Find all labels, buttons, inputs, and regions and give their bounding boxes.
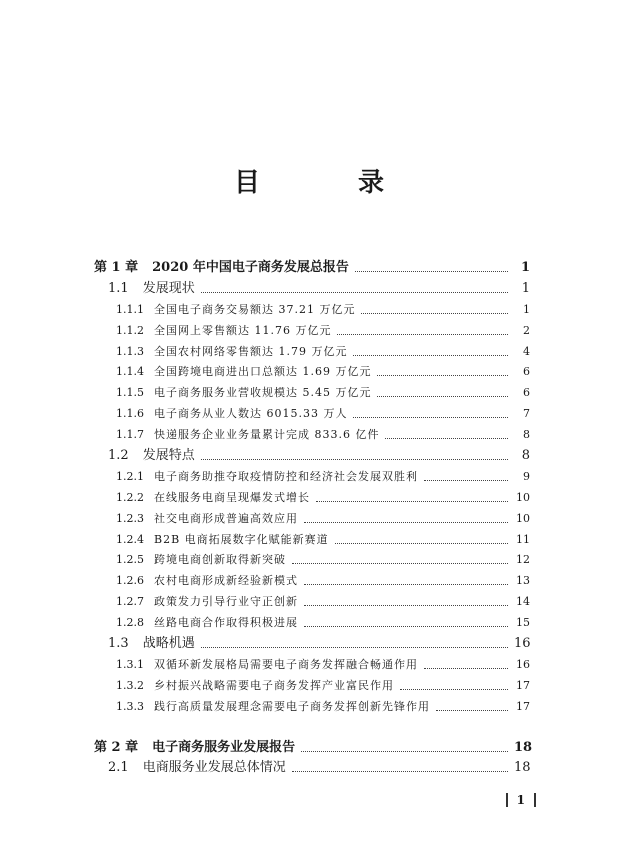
toc-entry-number: 1.3.3	[116, 699, 144, 713]
toc-leader-dots	[337, 334, 508, 335]
toc-entry-number: 1.1.6	[116, 407, 144, 421]
toc-entry-title: 电子商务从业人数达 6015.33 万人	[154, 407, 348, 421]
toc-entry-title: 战略机遇	[142, 636, 195, 652]
toc-entry-number: 1.2.7	[116, 595, 144, 609]
toc-entry-page: 16	[516, 657, 530, 671]
toc-entry-number: 1.2	[108, 448, 129, 464]
toc-entry-sub[interactable]	[94, 613, 530, 634]
toc-entry-title: 在线服务电商呈现爆发式增长	[154, 490, 310, 504]
toc-entry-number: 1.2.8	[116, 616, 144, 630]
toc-entry-page: 8	[521, 448, 530, 464]
toc-entry-title: 电子商务服务业发展报告	[152, 739, 296, 755]
toc-entry-sub[interactable]	[94, 697, 530, 718]
toc-entry-title: 乡村振兴战略需要电子商务发挥产业富民作用	[154, 678, 394, 692]
toc-entry-page: 18	[514, 739, 533, 755]
chapter-gap	[94, 718, 530, 738]
toc-leader-dots	[385, 438, 508, 439]
toc-entry-page: 17	[516, 678, 530, 692]
toc-entry-chapter[interactable]	[94, 258, 530, 279]
toc-entry-title: 全国电子商务交易额达 37.21 万亿元	[154, 302, 356, 316]
toc-entry-title: 电商服务业发展总体情况	[142, 760, 286, 776]
toc-entry-number: 1.2.5	[116, 553, 144, 567]
toc-leader-dots	[304, 522, 508, 523]
toc-entry-sub[interactable]	[94, 425, 530, 446]
toc-entry-page: 18	[514, 760, 531, 776]
toc-entry-number: 第 2 章	[94, 739, 139, 755]
toc-entry-page: 2	[523, 323, 530, 337]
toc-entry-section[interactable]	[94, 758, 530, 779]
toc-leader-dots	[424, 668, 508, 669]
toc-entry-number: 1.2.4	[116, 532, 144, 546]
toc-entry-sub[interactable]	[94, 509, 530, 530]
toc-entry-sub[interactable]	[94, 676, 530, 697]
toc-entry-number: 1.1.3	[116, 344, 144, 358]
toc-entry-page: 1	[523, 302, 530, 316]
toc-leader-dots	[400, 689, 508, 690]
toc-entry-page: 4	[523, 344, 530, 358]
toc-entry-number: 1.1.1	[116, 302, 144, 316]
toc-leader-dots	[353, 355, 508, 356]
toc-entry-title: 2020 年中国电子商务发展总报告	[152, 260, 349, 275]
toc-entry-title: 全国网上零售额达 11.76 万亿元	[154, 323, 332, 337]
toc-entry-number: 1.2.6	[116, 574, 144, 588]
toc-entry-page: 11	[516, 532, 530, 546]
toc-leader-dots	[355, 271, 508, 272]
toc-leader-dots	[353, 417, 508, 418]
toc-entry-page: 8	[523, 428, 530, 442]
toc-entry-page: 9	[523, 469, 530, 483]
toc-leader-dots	[361, 313, 508, 314]
toc-entry-title: 快递服务企业业务量累计完成 833.6 亿件	[154, 428, 380, 442]
toc-leader-dots	[292, 771, 508, 772]
toc-entry-sub[interactable]	[94, 592, 530, 613]
toc-entry-sub[interactable]	[94, 530, 530, 551]
toc-entry-chapter[interactable]	[94, 738, 533, 759]
toc-entry-sub[interactable]	[94, 383, 530, 404]
toc-entry-page: 14	[516, 595, 530, 609]
page-title: 目 录	[233, 168, 420, 198]
toc-entry-sub[interactable]	[94, 655, 530, 676]
toc-entry-section[interactable]	[94, 279, 530, 300]
toc-entry-number: 1.3	[108, 636, 129, 652]
toc-entry-page: 12	[516, 553, 530, 567]
toc-leader-dots	[436, 710, 508, 711]
toc-leader-dots	[377, 375, 508, 376]
toc-entry-title: 全国农村网络零售额达 1.79 万亿元	[154, 344, 348, 358]
toc-leader-dots	[301, 751, 508, 752]
toc-entry-number: 1.1.2	[116, 323, 144, 337]
toc-entry-title: 发展现状	[142, 280, 195, 296]
toc-entry-title: 丝路电商合作取得积极进展	[154, 616, 298, 630]
toc-leader-dots	[201, 292, 508, 293]
toc-leader-dots	[304, 584, 508, 585]
toc-entry-sub[interactable]	[94, 362, 530, 383]
toc-entry-title: 政策发力引导行业守正创新	[154, 595, 298, 609]
toc-entry-number: 1.2.3	[116, 511, 144, 525]
footer-bar-left-icon	[506, 793, 508, 807]
toc-entry-number: 1.1.7	[116, 428, 144, 442]
toc-entry-sub[interactable]	[94, 300, 530, 321]
toc-entry-page: 6	[523, 386, 530, 400]
toc-entry-page: 7	[523, 407, 530, 421]
toc-entry-number: 1.1.4	[116, 365, 144, 379]
toc-leader-dots	[304, 605, 508, 606]
toc-entry-title: 全国跨境电商进出口总额达 1.69 万亿元	[154, 365, 372, 379]
toc-entry-number: 第 1 章	[94, 260, 139, 275]
toc-entry-page: 1	[520, 260, 530, 275]
toc-leader-dots	[424, 480, 508, 481]
footer-bar-right-icon	[534, 793, 536, 807]
toc-leader-dots	[304, 626, 508, 627]
toc-entry-sub[interactable]	[94, 342, 530, 363]
toc-entry-page: 1	[521, 280, 530, 296]
toc-entry-number: 1.3.1	[116, 657, 144, 671]
toc-entry-title: 践行高质量发展理念需要电子商务发挥创新先锋作用	[154, 699, 430, 713]
toc-entry-number: 1.3.2	[116, 678, 144, 692]
toc-entry-section[interactable]	[94, 634, 530, 655]
toc-entry-page: 15	[516, 616, 530, 630]
table-of-contents	[94, 258, 533, 779]
toc-entry-number: 1.2.1	[116, 469, 144, 483]
toc-entry-page: 16	[514, 636, 531, 652]
toc-entry-sub[interactable]	[94, 404, 530, 425]
toc-entry-sub[interactable]	[94, 550, 530, 571]
toc-entry-title: 电子商务助推夺取疫情防控和经济社会发展双胜利	[154, 469, 418, 483]
toc-entry-sub[interactable]	[94, 488, 530, 509]
toc-leader-dots	[335, 543, 508, 544]
toc-entry-title: 跨境电商创新取得新突破	[154, 553, 286, 567]
toc-entry-number: 1.1	[108, 280, 129, 296]
toc-leader-dots	[316, 501, 508, 502]
toc-entry-number: 2.1	[108, 760, 129, 776]
toc-entry-title: 社交电商形成普遍高效应用	[154, 511, 298, 525]
toc-entry-title: 发展特点	[142, 448, 195, 464]
toc-leader-dots	[292, 563, 508, 564]
toc-entry-title: 双循环新发展格局需要电子商务发挥融合畅通作用	[154, 657, 418, 671]
toc-entry-page: 10	[516, 490, 530, 504]
toc-entry-page: 17	[516, 699, 530, 713]
toc-leader-dots	[201, 459, 508, 460]
toc-entry-title: B2B 电商拓展数字化赋能新赛道	[154, 532, 329, 546]
toc-entry-number: 1.2.2	[116, 490, 144, 504]
toc-entry-sub[interactable]	[94, 321, 530, 342]
toc-entry-section[interactable]	[94, 446, 530, 467]
toc-entry-page: 13	[516, 574, 530, 588]
page-number: 1	[516, 793, 525, 807]
page-footer	[506, 793, 536, 807]
toc-leader-dots	[377, 396, 508, 397]
toc-entry-number: 1.1.5	[116, 386, 144, 400]
toc-entry-page: 10	[516, 511, 530, 525]
toc-entry-title: 电子商务服务业营收规模达 5.45 万亿元	[154, 386, 372, 400]
toc-leader-dots	[201, 647, 508, 648]
toc-entry-page: 6	[523, 365, 530, 379]
toc-entry-title: 农村电商形成新经验新模式	[154, 574, 298, 588]
toc-entry-sub[interactable]	[94, 571, 530, 592]
toc-entry-sub[interactable]	[94, 467, 530, 488]
